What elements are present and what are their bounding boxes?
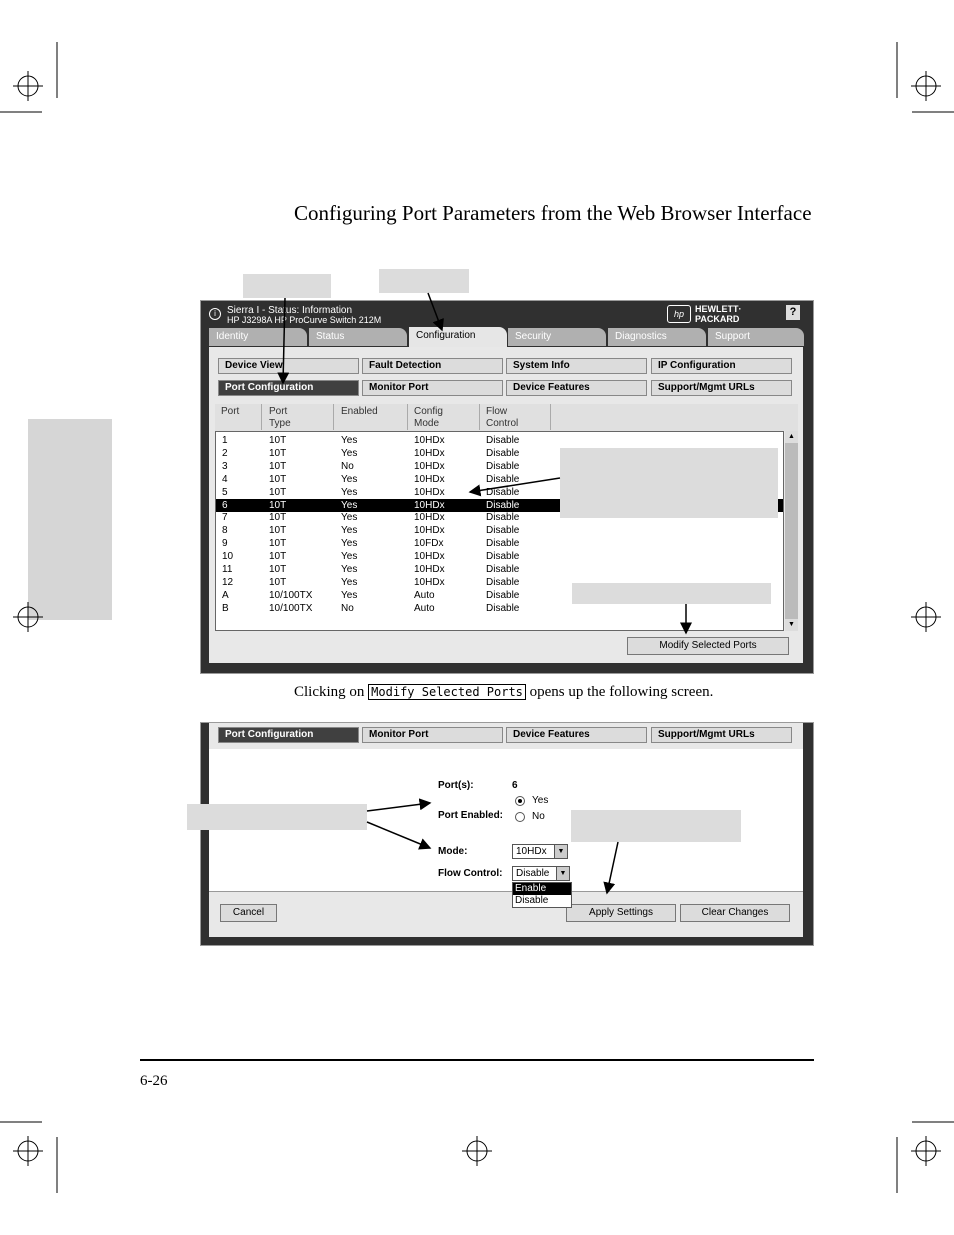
table-cell: 10T (269, 499, 287, 511)
tab-security[interactable]: Security (508, 328, 606, 346)
table-cell: Yes (341, 499, 358, 511)
clear-changes-button[interactable]: Clear Changes (680, 904, 790, 922)
chevron-down-icon: ▼ (554, 845, 567, 858)
table-cell: Yes (341, 551, 358, 563)
flow-control-label: Flow Control: (438, 868, 503, 879)
device-view-button[interactable]: Device View (218, 358, 359, 374)
table-cell: Yes (341, 589, 358, 601)
info-icon: i (209, 308, 221, 320)
option-enable[interactable]: Enable (513, 883, 571, 895)
support-mgmt-urls-button[interactable]: Support/Mgmt URLs (651, 380, 792, 396)
mode-select[interactable]: 10HDx ▼ (512, 844, 568, 859)
mode-label: Mode: (438, 846, 468, 857)
table-cell: Disable (486, 551, 520, 563)
table-cell: Disable (486, 447, 520, 459)
table-cell: Yes (341, 538, 358, 550)
inline-button-label: Modify Selected Ports (368, 684, 526, 700)
ports-value: 6 (512, 780, 518, 791)
device-name: HP J3298A HP ProCurve Switch 212M (227, 315, 382, 325)
table-cell: Yes (341, 447, 358, 459)
fault-detection-button[interactable]: Fault Detection (362, 358, 503, 374)
apply-settings-button[interactable]: Apply Settings (566, 904, 676, 922)
table-cell: 10HDx (414, 551, 445, 563)
table-cell: 11 (222, 564, 233, 575)
table-cell: 10HDx (414, 460, 445, 472)
tab-diagnostics[interactable]: Diagnostics (608, 328, 706, 346)
table-cell: 10FDx (414, 538, 444, 550)
table-cell: Disable (486, 538, 520, 550)
cancel-button[interactable]: Cancel (220, 904, 277, 922)
system-info-button[interactable]: System Info (506, 358, 647, 374)
table-cell: 8 (222, 525, 228, 537)
table-cell: 10/100TX (269, 602, 313, 614)
enabled-no-label: No (532, 811, 545, 822)
table-cell: Yes (341, 435, 358, 446)
table-cell: Yes (341, 576, 358, 588)
table-cell: Auto (414, 589, 435, 601)
table-cell: 10HDx (414, 576, 445, 588)
flow-control-select[interactable]: Disable ▼ (512, 866, 570, 881)
table-cell: 10HDx (414, 435, 445, 446)
caption: Clicking on Modify Selected Ports opens up the following screen. (294, 684, 714, 700)
table-cell: Disable (486, 589, 520, 601)
table-cell: 10HDx (414, 525, 445, 537)
option-disable[interactable]: Disable (515, 895, 549, 906)
modify-selected-ports-button[interactable]: Modify Selected Ports (627, 637, 789, 655)
chevron-down-icon: ▼ (556, 867, 569, 880)
table-cell: A (222, 589, 229, 601)
table-cell: Disable (486, 473, 520, 485)
table-cell: No (341, 460, 354, 472)
table-cell: Disable (486, 602, 520, 614)
table-cell: 10T (269, 473, 287, 485)
table-cell: 3 (222, 460, 228, 472)
footer-rule (140, 1059, 814, 1061)
table-cell: Yes (341, 486, 358, 498)
table-cell: 10T (269, 486, 287, 498)
scroll-down-icon[interactable]: ▼ (785, 619, 798, 631)
port-configuration-button[interactable]: Port Configuration (218, 380, 359, 396)
table-cell: 10HDx (414, 499, 445, 511)
table-cell: 10T (269, 460, 287, 472)
table-cell: 7 (222, 512, 228, 524)
column-header-port-type[interactable]: Port Type (263, 404, 334, 430)
table-cell: 10HDx (414, 512, 445, 524)
port-enabled-label: Port Enabled: (438, 810, 504, 821)
table-cell: Disable (486, 525, 520, 537)
table-cell: No (341, 602, 354, 614)
table-cell: Disable (486, 576, 520, 588)
column-header-enabled[interactable]: Enabled (335, 404, 408, 430)
table-cell: 12 (222, 576, 234, 588)
table-cell: 2 (222, 447, 228, 459)
device-features-button[interactable]: Device Features (506, 727, 647, 743)
hp-logo-text: HEWLETT· PACKARD (695, 304, 742, 324)
window-title: Sierra I - Status: Information (227, 305, 353, 316)
table-cell: 6 (222, 499, 228, 511)
table-cell: 1 (222, 435, 228, 446)
table-cell: 10T (269, 447, 287, 459)
table-cell: 10T (269, 435, 287, 446)
table-cell: Yes (341, 564, 358, 575)
table-cell: 10HDx (414, 447, 445, 459)
table-cell: 4 (222, 473, 228, 485)
help-button[interactable]: ? (786, 305, 800, 320)
table-cell: 10T (269, 512, 287, 524)
table-cell: 10T (269, 538, 287, 550)
table-cell: Disable (486, 499, 520, 511)
monitor-port-button[interactable]: Monitor Port (362, 727, 503, 743)
table-cell: 10/100TX (269, 589, 313, 601)
ports-label: Port(s): (438, 780, 474, 791)
table-cell: Disable (486, 564, 520, 575)
table-cell: Disable (486, 512, 520, 524)
table-cell: Disable (486, 435, 520, 446)
device-features-button[interactable]: Device Features (506, 380, 647, 396)
table-cell: 9 (222, 538, 228, 550)
tab-status[interactable]: Status (309, 328, 407, 346)
column-header-config-mode[interactable]: Config Mode (408, 404, 480, 430)
table-cell: 10T (269, 525, 287, 537)
tab-configuration[interactable]: Configuration (409, 327, 507, 347)
table-cell: Disable (486, 486, 520, 498)
port-configuration-button[interactable]: Port Configuration (218, 727, 359, 743)
table-cell: 10 (222, 551, 234, 563)
monitor-port-button[interactable]: Monitor Port (362, 380, 503, 396)
table-cell: 10T (269, 576, 287, 588)
table-cell: Yes (341, 512, 358, 524)
tab-identity[interactable]: Identity (209, 328, 307, 346)
column-header-port[interactable]: Port (215, 404, 262, 430)
table-cell: 10HDx (414, 564, 445, 575)
table-cell: Yes (341, 525, 358, 537)
table-cell: B (222, 602, 229, 614)
support-mgmt-urls-button[interactable]: Support/Mgmt URLs (651, 727, 792, 743)
enabled-yes-label: Yes (532, 795, 549, 806)
scroll-up-icon[interactable]: ▲ (785, 431, 798, 443)
hp-logo-icon: hp (667, 305, 691, 323)
tab-support[interactable]: Support (708, 328, 804, 346)
page-number: 6-26 (140, 1073, 168, 1089)
table-cell: 10HDx (414, 486, 445, 498)
column-header-flow-control[interactable]: Flow Control (480, 404, 551, 430)
table-cell: Auto (414, 602, 435, 614)
table-cell: 10T (269, 564, 287, 575)
table-cell: 5 (222, 486, 228, 498)
table-cell: 10HDx (414, 473, 445, 485)
table-cell: Yes (341, 473, 358, 485)
table-cell: 10T (269, 551, 287, 563)
ip-configuration-button[interactable]: IP Configuration (651, 358, 792, 374)
page-heading: Configuring Port Parameters from the Web Browser Interface (294, 201, 812, 225)
table-cell: Disable (486, 460, 520, 472)
